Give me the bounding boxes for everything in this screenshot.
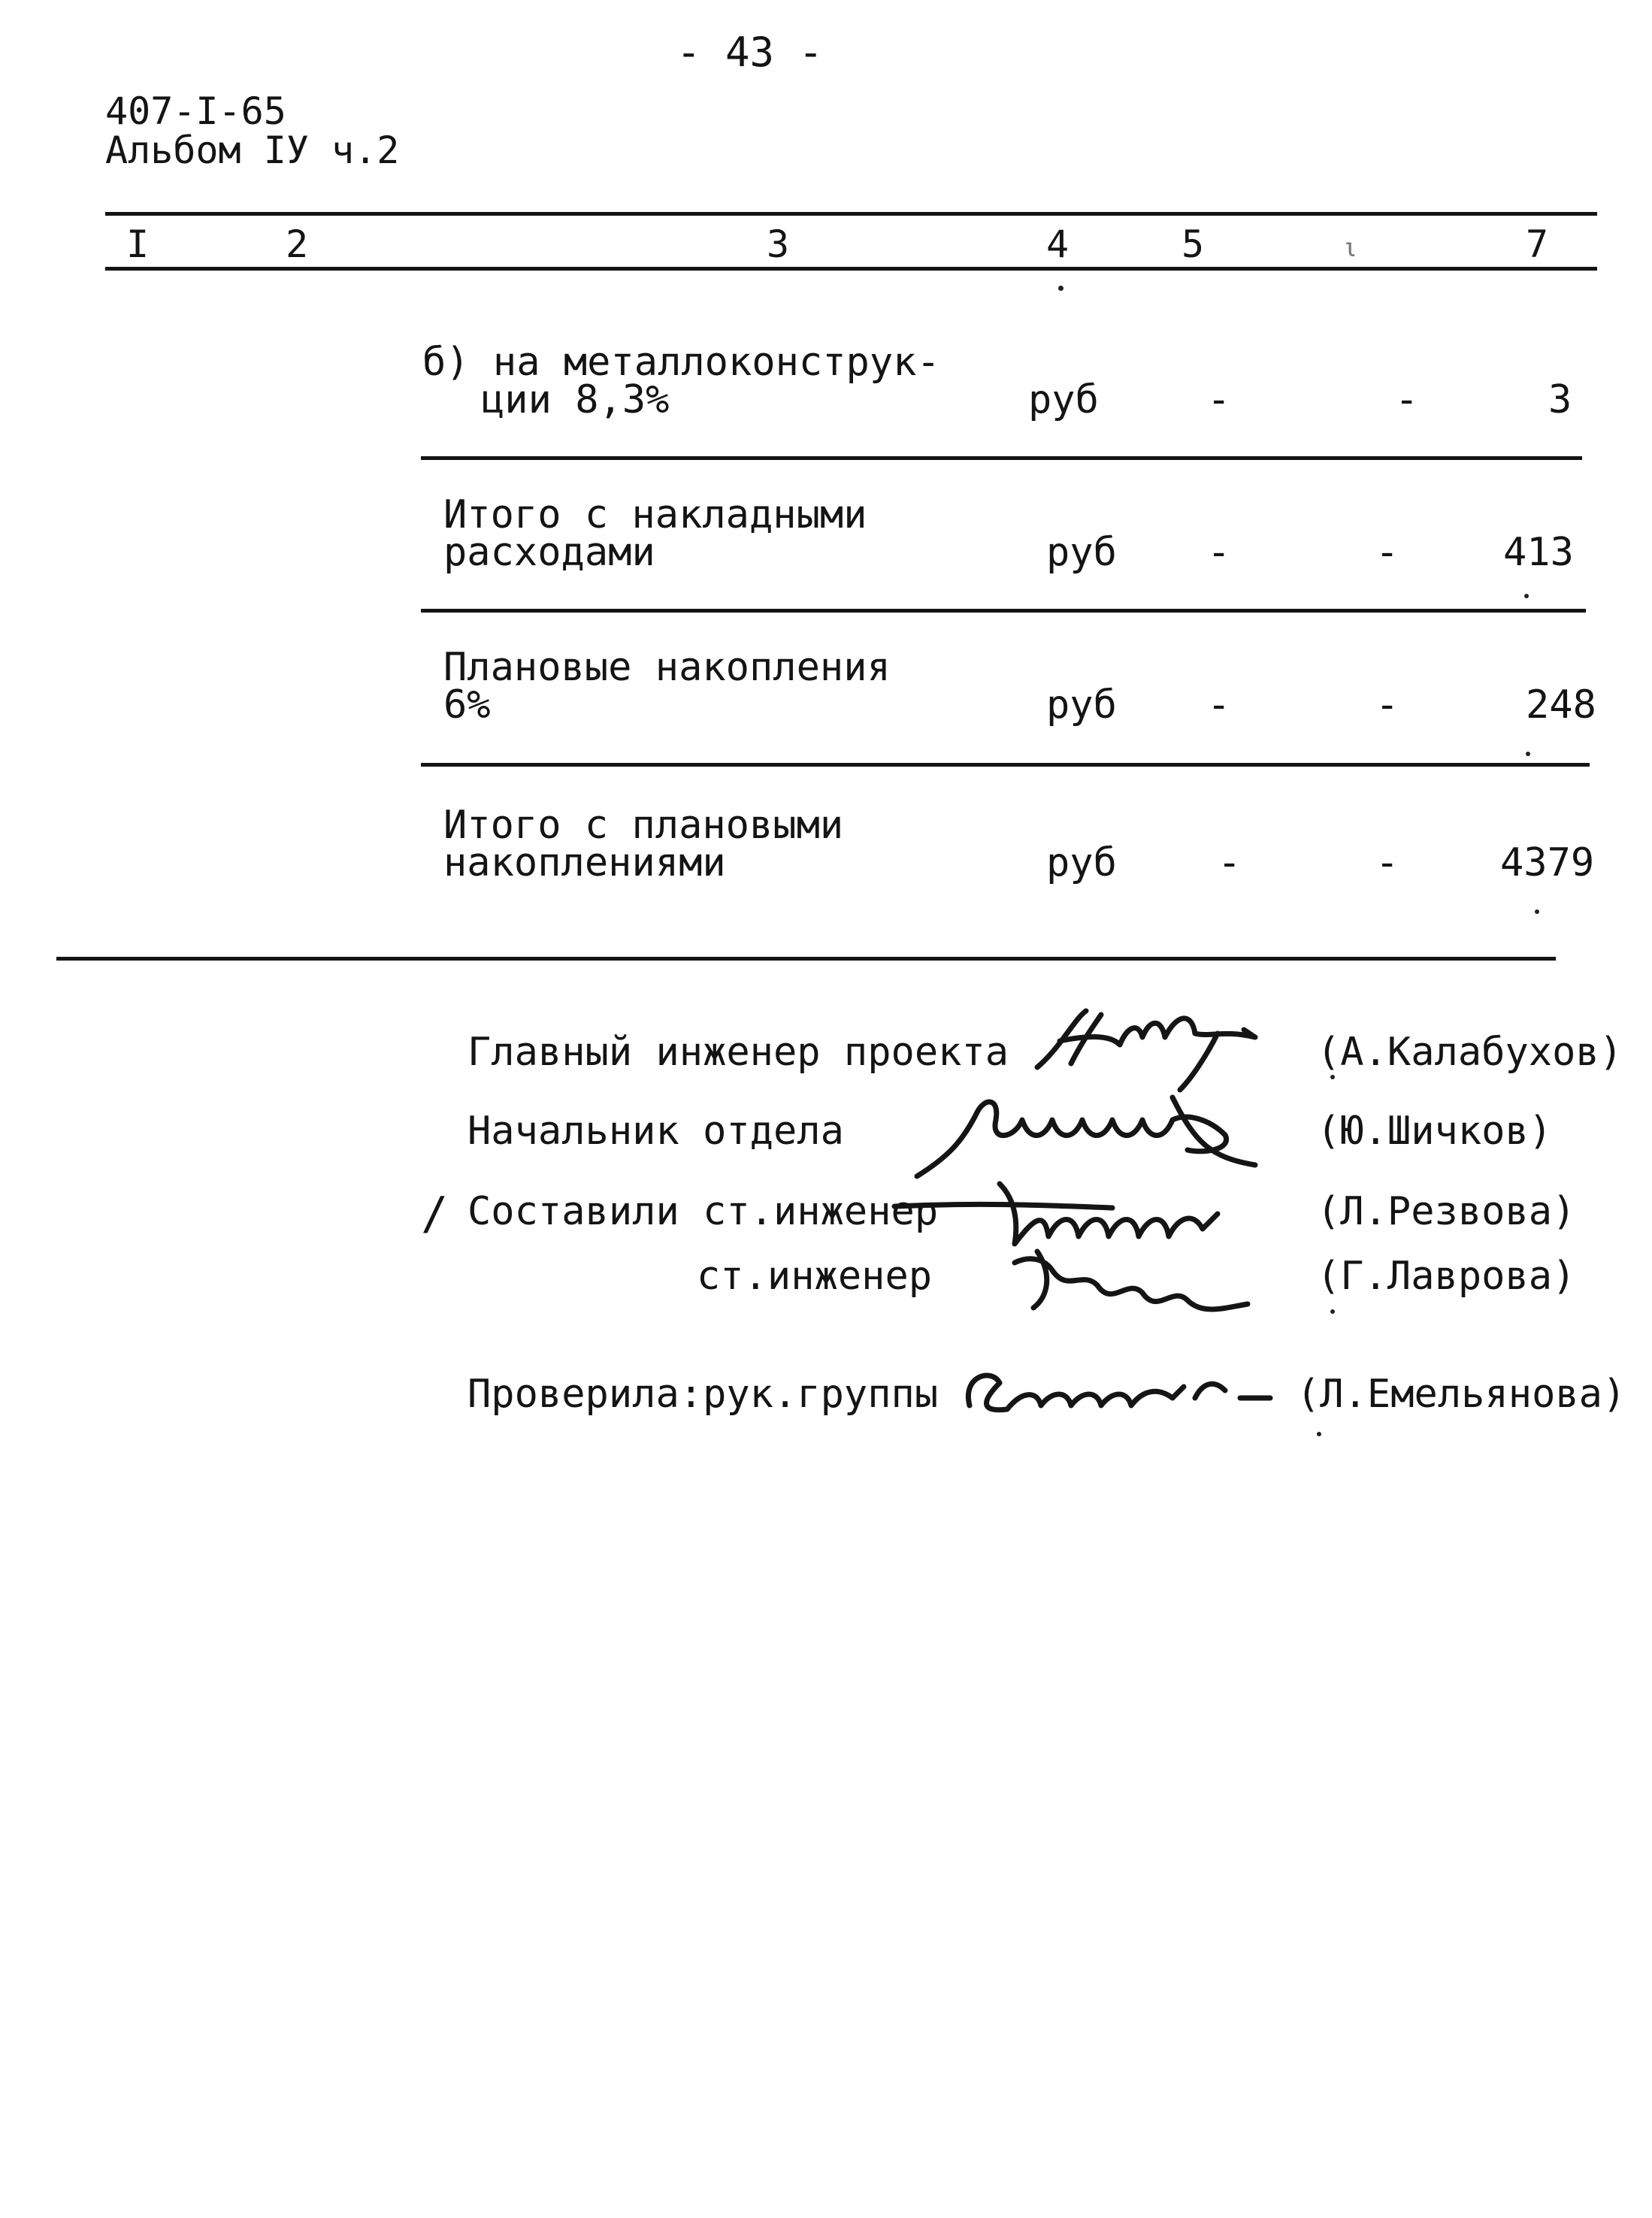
signature-role: Составили ст.инженер — [467, 1189, 939, 1234]
scan-dot — [1526, 752, 1530, 756]
row-label-line2: расходами — [443, 530, 655, 575]
row-unit: руб — [1028, 377, 1099, 422]
row-col5: - — [1207, 377, 1231, 422]
row-col5: - — [1207, 682, 1231, 728]
signature-name: (Л.Резвова) — [1317, 1189, 1576, 1234]
album-label: Альбом IУ ч.2 — [105, 129, 400, 172]
scan-dot — [1058, 286, 1064, 291]
row-unit: руб — [1046, 530, 1117, 575]
signature-emelyanova — [955, 1353, 1300, 1436]
row-col5: - — [1218, 840, 1242, 885]
row-label-line2: накоплениями — [443, 840, 726, 885]
row-label-line1: Плановые накопления — [443, 645, 891, 690]
column-header: 3 — [767, 222, 790, 266]
table-top-rule — [105, 212, 1597, 216]
column-header: 5 — [1182, 222, 1205, 266]
row-col6: - — [1375, 530, 1399, 575]
row-label-line1: Итого с плановыми — [443, 803, 844, 848]
row-unit: руб — [1046, 840, 1117, 885]
row-col6: - — [1395, 377, 1419, 422]
row-unit: руб — [1046, 682, 1117, 728]
scan-dot — [1330, 1309, 1335, 1314]
signature-name: (А.Калабухов) — [1317, 1030, 1623, 1075]
table-header-rule — [105, 267, 1597, 271]
signature-role: Проверила:рук.группы — [467, 1372, 939, 1417]
row-label-line1: Итого с накладными — [443, 492, 867, 537]
row-col7: 248 — [1526, 682, 1596, 728]
row-col7: 3 — [1548, 377, 1572, 422]
signature-lavrova — [1000, 1248, 1270, 1330]
table-bottom-rule — [56, 957, 1556, 961]
scan-dot — [1524, 594, 1529, 598]
scan-dot — [1535, 909, 1539, 914]
margin-check-mark: / — [421, 1188, 449, 1240]
row-divider — [421, 609, 1586, 613]
row-col6: - — [1375, 840, 1399, 885]
signature-role: ст.инженер — [697, 1254, 933, 1299]
row-label-line2: 6% — [443, 682, 491, 728]
page-number: - 43 - — [676, 29, 824, 76]
column-header: 2 — [286, 222, 309, 266]
signature-role: Начальник отдела — [467, 1109, 844, 1154]
doc-code: 407-I-65 — [105, 89, 286, 133]
row-col5: - — [1207, 530, 1231, 575]
column-header: ι — [1342, 233, 1358, 263]
signature-name: (Л.Емельянова) — [1296, 1372, 1626, 1417]
column-header: I — [126, 222, 150, 266]
row-divider — [421, 763, 1590, 767]
signature-role: Главный инженер проекта — [467, 1030, 1009, 1075]
row-col7: 413 — [1503, 530, 1574, 575]
scan-dot — [1330, 1075, 1335, 1079]
row-col6: - — [1375, 682, 1399, 728]
signature-name: (Ю.Шичков) — [1317, 1109, 1553, 1154]
row-col7: 4379 — [1500, 840, 1595, 885]
signature-name: (Г.Лаврова) — [1317, 1254, 1576, 1299]
scan-dot — [1317, 1432, 1321, 1436]
row-label-line1: б) на металлоконструк- — [422, 340, 940, 385]
row-label-line2: ции 8,3% — [481, 377, 670, 422]
column-header: 4 — [1046, 222, 1070, 266]
column-header: 7 — [1526, 222, 1549, 266]
signature-kalabukhov — [1030, 1003, 1308, 1094]
row-divider — [421, 456, 1582, 460]
